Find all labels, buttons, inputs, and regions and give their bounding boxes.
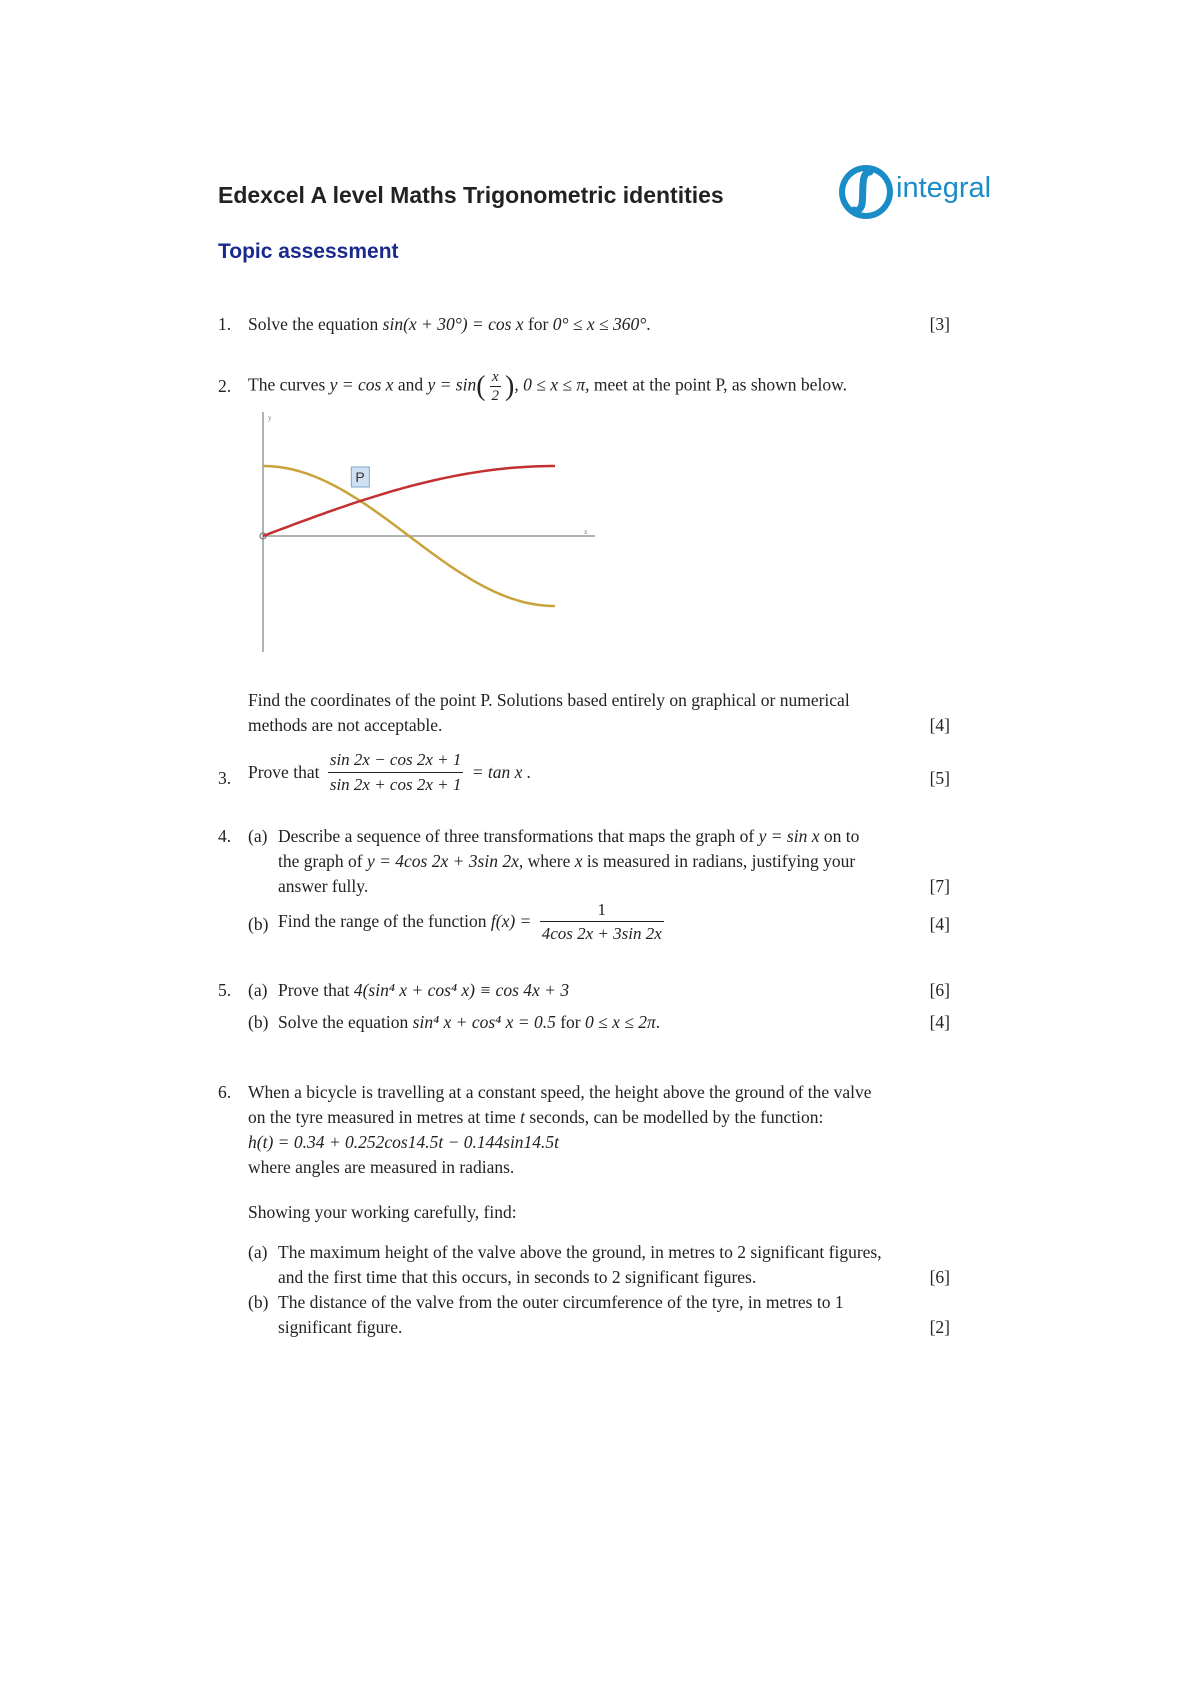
marks: [5] [929,768,950,788]
marks: [4] [929,715,950,735]
question-text: When a bicycle is travelling at a constant speed, the height above the ground of the valve on the tyre measured in metres at time t seconds, can be modelled by the function: h(t) = 0.34 + 0.252cos14.5t − 0.144sin14.5t where angles are measured in radians. [248,1082,872,1177]
marks: [6] [929,980,950,1000]
question-3 [0,748,1200,808]
question-5b-text: Solve the equation sin⁴ x + cos⁴ x = 0.5 for 0 ≤ x ≤ 2π. [278,1012,661,1032]
sin-half-curve [263,466,555,536]
part-label: (b) [248,1012,269,1032]
part-label: (a) [248,1242,268,1262]
point-p-label: P [355,469,365,485]
question-number: 5. [218,980,232,1000]
question-text: Find the coordinates of the point P. Solutions based entirely on graphical or numerical methods are not acceptable. [248,690,850,735]
question-4a-text: Describe a sequence of three transformations that maps the graph of y = sin x on to the graph of y = 4cos 2x + 3sin 2x, where x is measured in radians, justifying your answer fully. [278,826,860,896]
question-text: Solve the equation sin(x + 30°) = cos x for 0° ≤ x ≤ 360°. [248,314,651,334]
logo-text: integral [896,172,992,204]
x-axis-label: x [584,528,588,536]
marks: [4] [929,1012,950,1032]
question-6a-text: The maximum height of the valve above the ground, in metres to 2 significant figures, and the first time that this occurs, in seconds to 2 significant figures. [278,1242,882,1287]
question-number: 3. [218,768,232,788]
question-text: Prove that $\frac{\sin 2x - \cos 2x + 1}{\sin 2x + \cos 2x + 1}$ = tan x . [248,748,948,797]
marks: [2] [929,1317,950,1337]
question-number: 6. [218,1082,232,1102]
part-label: (a) [248,826,268,846]
question-4b [0,898,1200,948]
marks: [6] [929,1267,950,1287]
question-4b-text: Find the range of the function f(x) = $\frac{1}{4\cos 2x + 3\sin 2x}$ [278,900,662,943]
question-text: The curves y = cos x and y = sin( $\frac{x}{2}$ ), 0 ≤ x ≤ π, meet at the point P, as shown below. [248,369,847,404]
marks: [3] [929,314,950,334]
fraction: $\frac{1}{4\cos 2x + 3\sin 2x}$ [541,900,662,943]
part-label: (a) [248,980,268,1000]
question-number: 4. [218,826,232,846]
part-label: (b) [248,1292,269,1312]
integral-logo [836,160,1026,224]
question-number: 1. [218,314,232,334]
marks: [7] [929,876,950,896]
math-range: 0° ≤ x ≤ 360° [552,314,647,334]
function-definition: h(t) = 0.34 + 0.252cos14.5t − 0.144sin14.5t [248,1132,560,1152]
marks: [4] [929,914,950,934]
question-6b-text: The distance of the valve from the outer circumference of the tyre, in metres to 1 significant figure. [278,1292,844,1337]
page-subtitle: Topic assessment [218,240,399,263]
part-label: (b) [248,914,269,934]
trig-graph [250,412,600,652]
question-text: Showing your working carefully, find: [248,1202,517,1222]
math-expression: sin(x + 30°) = cos x [382,314,524,334]
question-5a-text: Prove that 4(sin⁴ x + cos⁴ x) ≡ cos 4x + 3 [278,980,570,1000]
integral-logo-icon [836,160,896,224]
y-axis-label: y [268,414,272,422]
fraction: $\frac{\sin 2x - \cos 2x + 1}{\sin 2x + \cos 2x + 1}$ [329,750,462,794]
page-title: Edexcel A level Maths Trigonometric identities [218,182,724,208]
question-number: 2. [218,376,232,396]
